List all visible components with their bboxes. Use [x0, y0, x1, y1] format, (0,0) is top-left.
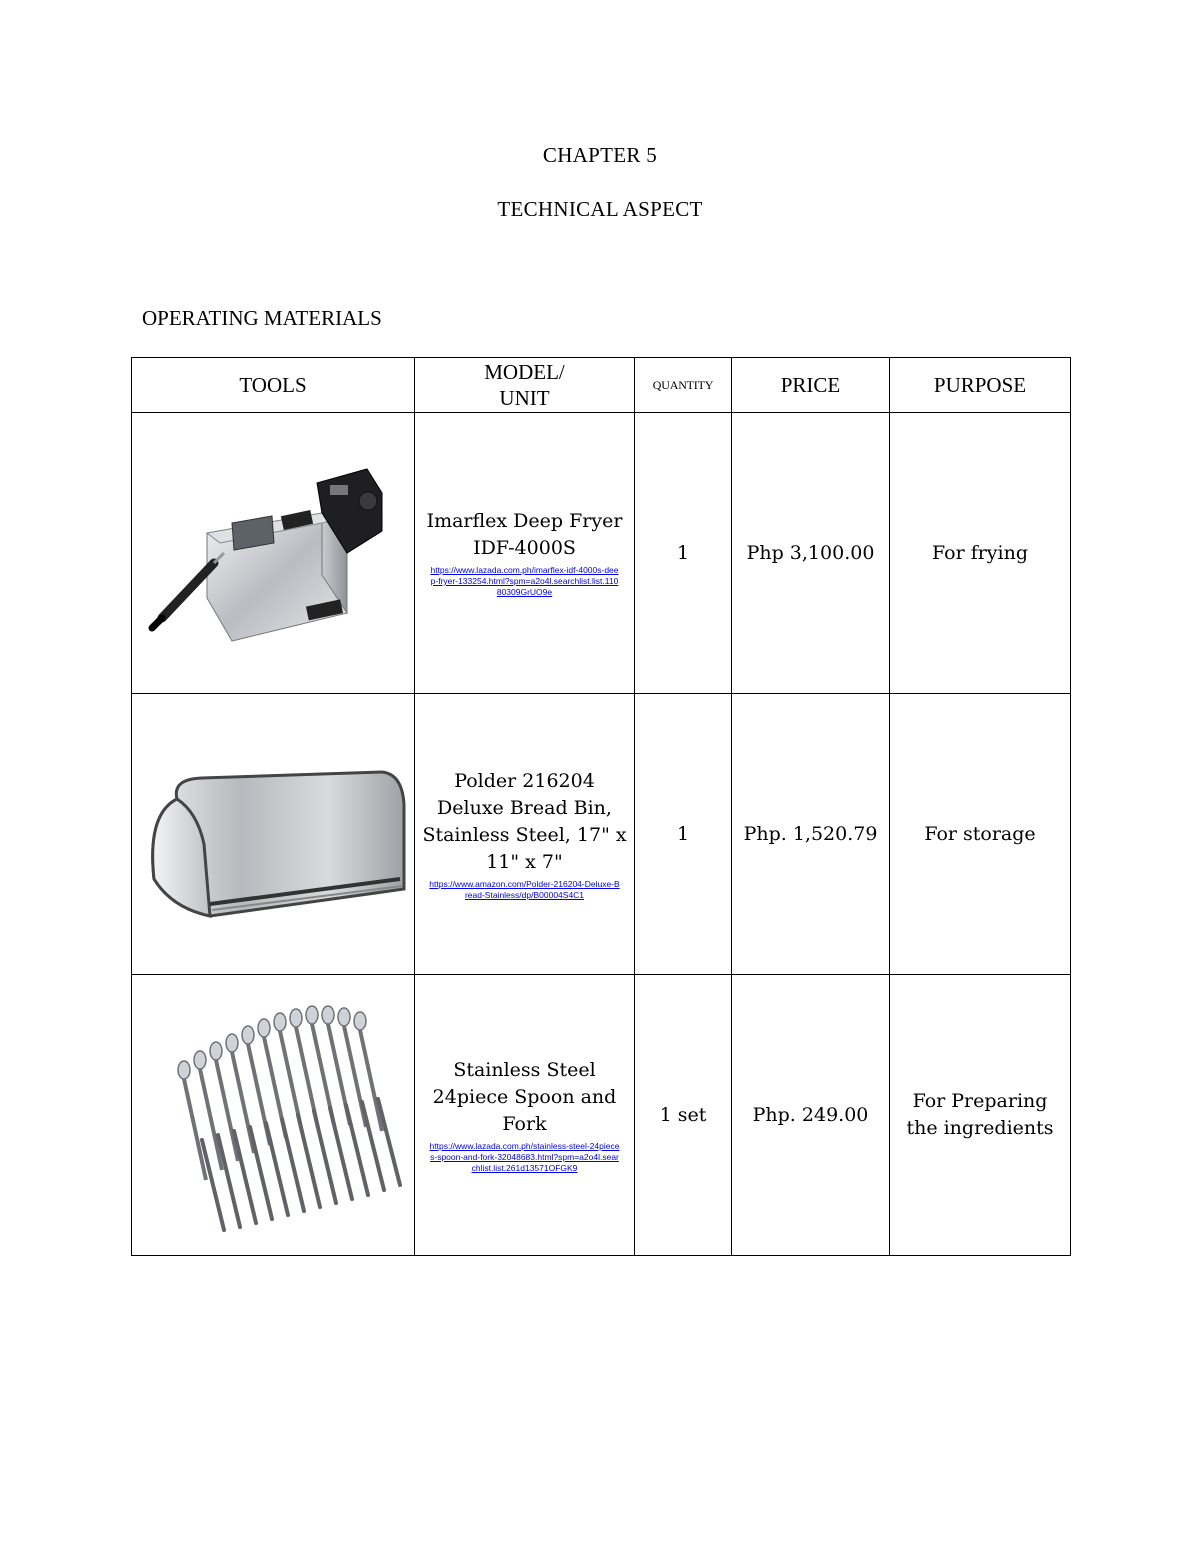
operating-materials-table	[131, 357, 1071, 1256]
model-cell	[415, 975, 635, 1256]
product-link[interactable]: https://www.amazon.com/Polder-216204-Deluxe-Bread-Stainless/dp/B00004S4C1	[429, 878, 620, 900]
table-row	[132, 694, 1071, 975]
section-title: OPERATING MATERIALS	[142, 306, 382, 330]
header-purpose: PURPOSE	[890, 358, 1071, 413]
purpose-cell: For Preparing the ingredients	[890, 975, 1071, 1256]
header-tools: TOOLS	[132, 358, 415, 413]
purpose-cell: For frying	[890, 413, 1071, 694]
chapter-title: TECHNICAL ASPECT	[497, 197, 703, 221]
tool-image-cell	[132, 975, 415, 1256]
model-name: Stainless Steel 24piece Spoon and Fork	[432, 1058, 617, 1135]
bread-bin-image	[132, 694, 415, 974]
header-model-line1: MODEL/	[484, 360, 565, 384]
table-row	[132, 975, 1071, 1256]
quantity-cell: 1	[635, 694, 732, 975]
model-name: Imarflex Deep Fryer IDF-4000S	[426, 510, 623, 559]
header-price: PRICE	[732, 358, 890, 413]
purpose-cell: For storage	[890, 694, 1071, 975]
quantity-cell: 1	[635, 413, 732, 694]
spoon-fork-set-image	[132, 975, 415, 1255]
header-model-unit	[415, 358, 635, 413]
table-row	[132, 413, 1071, 694]
model-name: Polder 216204 Deluxe Bread Bin, Stainless Steel, 17" x 11" x 7"	[422, 769, 627, 873]
product-link[interactable]: https://www.lazada.com.ph/imarflex-idf-4000s-deep-fryer-133254.html?spm=a2o4l.searchlist.list.11080309GrUO9e	[430, 565, 619, 597]
table-header-row	[132, 358, 1071, 413]
chapter-heading: CHAPTER 5	[542, 143, 658, 167]
model-cell	[415, 694, 635, 975]
tool-image-cell	[132, 413, 415, 694]
product-link[interactable]: https://www.lazada.com.ph/stainless-steel-24pieces-spoon-and-fork-32048683.html?spm=a2o4l.searchlist.list.261d13571OFGK9	[429, 1140, 620, 1173]
header-model-line2: UNIT	[499, 386, 550, 410]
price-cell: Php. 249.00	[732, 975, 890, 1256]
price-cell: Php 3,100.00	[732, 413, 890, 694]
deep-fryer-image	[132, 413, 415, 693]
tool-image-cell	[132, 694, 415, 975]
quantity-cell: 1 set	[635, 975, 732, 1256]
price-cell: Php. 1,520.79	[732, 694, 890, 975]
header-quantity: QUANTITY	[635, 358, 732, 413]
model-cell	[415, 413, 635, 694]
